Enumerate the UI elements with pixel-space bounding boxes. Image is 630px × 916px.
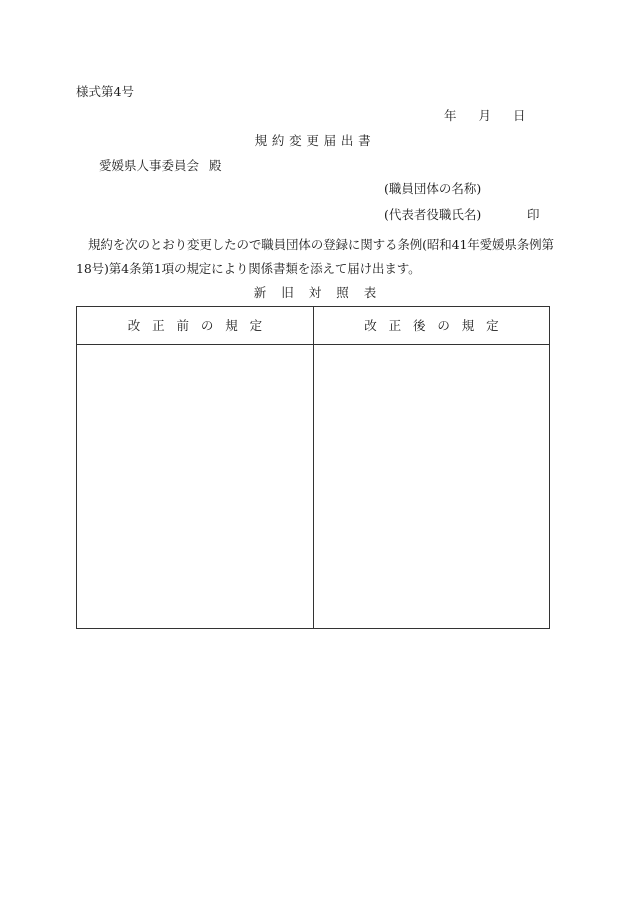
form-number: 様式第4号 [76, 84, 134, 99]
addressee-honorific: 殿 [209, 158, 222, 173]
org-name-label: (職員団体の名称) [384, 181, 482, 196]
addressee [99, 160, 222, 173]
before-revision-header: 改正前の規定 [127, 318, 275, 333]
body-text: 規約を次のとおり変更したので職員団体の登録に関する条例(昭和41年愛媛県条例第18号)第4条第1項の規定により関係書類を添えて届け出ます。 [76, 237, 554, 276]
comparison-table-title: 新旧対照表 [253, 285, 392, 300]
seal-label: 印 [527, 207, 540, 222]
date-month-label: 月 [478, 108, 492, 123]
after-revision-cell[interactable] [314, 345, 549, 628]
date-line [444, 110, 526, 123]
date-day-label: 日 [513, 108, 526, 123]
document-title: 規約変更届出書 [254, 133, 376, 148]
after-revision-header: 改正後の規定 [364, 318, 511, 333]
date-year-label: 年 [444, 108, 457, 123]
before-revision-cell[interactable] [77, 345, 313, 628]
addressee-name: 愛媛県人事委員会 [99, 158, 200, 173]
comparison-table [76, 306, 550, 629]
rep-name-label: (代表者役職氏名) [384, 207, 482, 222]
